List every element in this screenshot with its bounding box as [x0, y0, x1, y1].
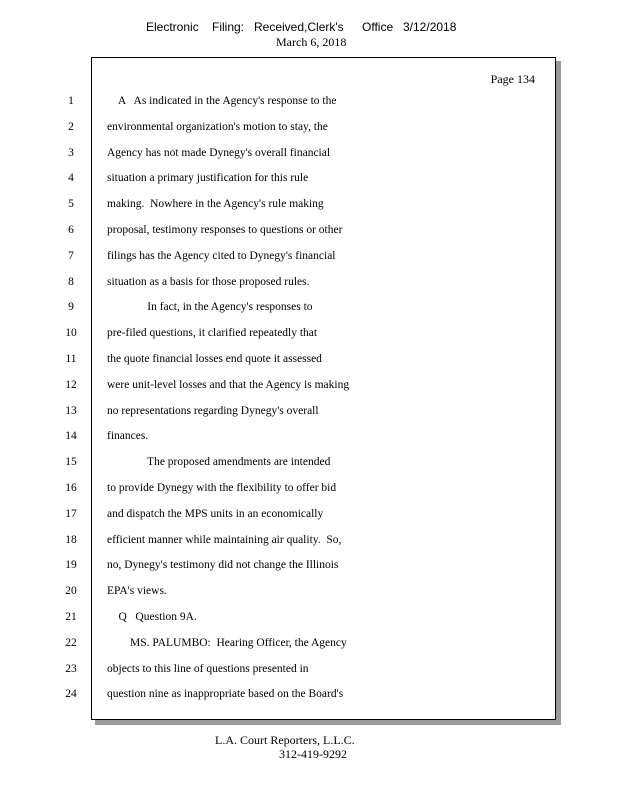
line-number: 9	[68, 301, 74, 314]
line-text: situation as a basis for those proposed rules.	[107, 275, 310, 288]
line-number: 7	[68, 249, 74, 262]
line-text: to provide Dynegy with the flexibility to offer bid	[107, 482, 337, 494]
stamp-word: Filing:	[212, 20, 245, 34]
line-number: 18	[65, 533, 77, 546]
line-text: pre-filed questions, it clarified repeatedly that	[107, 327, 318, 340]
line-number: 5	[68, 198, 74, 211]
line-number: 6	[68, 224, 74, 236]
line-text: no representations regarding Dynegy's overall	[107, 404, 319, 417]
line-number: 8	[68, 275, 74, 288]
line-number: 2	[68, 120, 74, 133]
line-number: 1	[68, 95, 74, 107]
line-number: 23	[65, 662, 77, 675]
line-text: finances.	[107, 430, 149, 443]
line-number: 14	[65, 430, 77, 443]
line-text: In fact, in the Agency's responses to	[107, 301, 313, 314]
line-number: 21	[65, 611, 77, 623]
line-text: no, Dynegy's testimony did not change the Illinois	[107, 559, 339, 572]
line-text: The proposed amendments are intended	[107, 456, 331, 469]
line-text: environmental organization's motion to stay, the	[107, 120, 328, 133]
line-text: were unit-level losses and that the Agency is making	[107, 378, 350, 391]
line-number: 24	[65, 688, 77, 701]
line-text: making. Nowhere in the Agency's rule making	[107, 198, 324, 211]
line-number: 4	[68, 172, 74, 185]
stamp-word: 3/12/2018	[403, 20, 457, 34]
line-text: situation a primary justification for this rule	[107, 172, 309, 185]
line-text: EPA's views.	[107, 585, 167, 598]
line-number: 15	[65, 456, 77, 469]
line-number: 11	[65, 353, 77, 365]
line-number: 12	[65, 378, 77, 391]
line-text: efficient manner while maintaining air quality. So,	[107, 533, 342, 546]
line-text: proposal, testimony responses to questions or other	[107, 224, 343, 236]
line-text: the quote financial losses end quote it assessed	[107, 353, 322, 365]
line-text: objects to this line of questions presented in	[107, 662, 309, 675]
filing-stamp	[0, 20, 618, 36]
line-text: filings has the Agency cited to Dynegy's financial	[107, 249, 336, 262]
line-number: 20	[65, 585, 77, 598]
line-number: 22	[65, 636, 77, 649]
line-number: 19	[65, 559, 77, 572]
page-number: Page 134	[490, 72, 535, 86]
line-text: A As indicated in the Agency's response to the	[107, 95, 337, 107]
stamp-word: Electronic	[146, 20, 199, 34]
line-number: 3	[68, 146, 74, 159]
stamp-word: Received,Clerk's	[254, 20, 344, 34]
line-number: 13	[65, 404, 77, 417]
stamp-word: Office	[362, 20, 394, 34]
footer-phone: 312-419-9292	[279, 747, 347, 761]
line-number: 16	[65, 482, 77, 494]
line-text: MS. PALUMBO: Hearing Officer, the Agency	[107, 636, 347, 649]
line-number: 10	[65, 327, 77, 340]
footer-company: L.A. Court Reporters, L.L.C.	[215, 733, 355, 747]
line-text: Q Question 9A.	[107, 611, 197, 623]
line-text: and dispatch the MPS units in an economically	[107, 507, 324, 520]
header-date: March 6, 2018	[276, 35, 347, 49]
line-number: 17	[65, 507, 77, 520]
line-text: Agency has not made Dynegy's overall financial	[107, 146, 331, 159]
line-text: question nine as inappropriate based on the Board's	[107, 688, 344, 701]
